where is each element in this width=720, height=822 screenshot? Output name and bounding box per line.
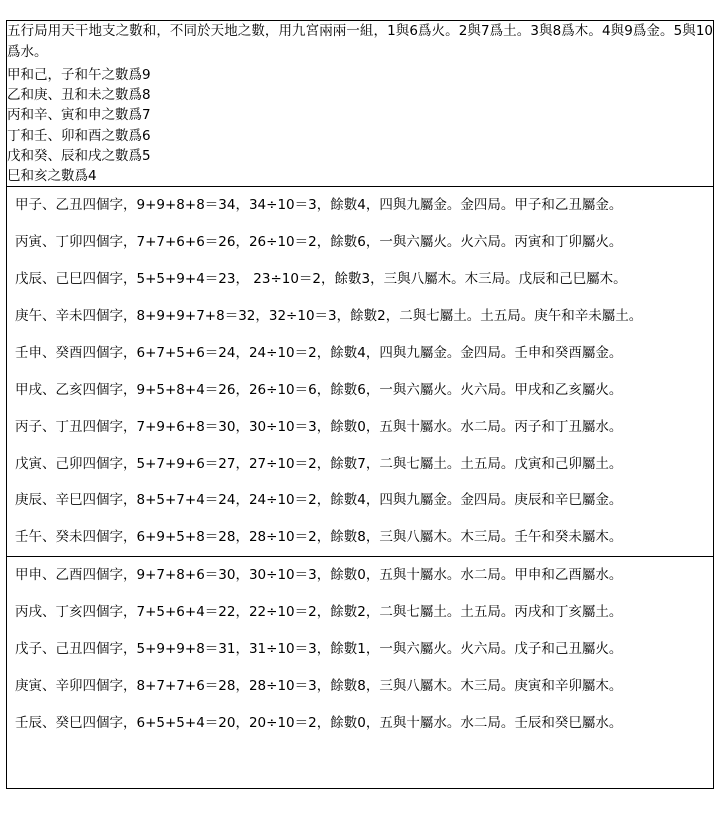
- calc-line: 庚寅、辛卯四個字，8+7+7+6＝28，28÷10＝3，餘數8，三與八屬木。木三局。庚寅和辛卯屬木。: [15, 677, 623, 694]
- spacer: [7, 742, 713, 788]
- calc-line: 戊寅、己卯四個字，5+7+9+6＝27，27÷10＝2，餘數7，二與七屬土。土五局。戊寅和己卯屬土。: [15, 455, 623, 472]
- table-row: [7, 557, 713, 594]
- intro-line-5: 戊和癸、辰和戌之數爲5: [7, 147, 151, 164]
- table-row-spacer: [7, 742, 713, 788]
- intro-cell: [7, 21, 714, 187]
- intro-row: [7, 21, 714, 187]
- calc-line: 庚午、辛未四個字，8+9+9+7+8＝32，32÷10＝3，餘數2，二與七屬土。土五局。庚午和辛未屬土。: [15, 308, 643, 325]
- table-row: [7, 372, 713, 409]
- table-row: [7, 224, 713, 261]
- calc-line: 甲子、乙丑四個字，9+9+8+8＝34，34÷10＝3，餘數4，四與九屬金。金四局。甲子和乙丑屬金。: [15, 197, 623, 214]
- table-row: [7, 446, 713, 483]
- intro-line-1: 甲和己，子和午之數爲9: [7, 66, 151, 83]
- group2-table: [7, 557, 713, 787]
- table-row: [7, 409, 713, 446]
- table-row: [7, 519, 713, 556]
- intro-line-3: 丙和辛、寅和申之數爲7: [7, 107, 151, 124]
- calc-line: 丙戌、丁亥四個字，7+5+6+4＝22，22÷10＝2，餘數2，二與七屬土。土五局。丙戌和丁亥屬土。: [15, 604, 623, 621]
- calc-line: 壬申、癸酉四個字，6+7+5+6＝24，24÷10＝2，餘數4，四與九屬金。金四局。壬申和癸酉屬金。: [15, 344, 623, 361]
- calc-line: 甲申、乙酉四個字，9+7+8+6＝30，30÷10＝3，餘數0，五與十屬水。水二局。甲申和乙酉屬水。: [15, 567, 623, 584]
- group1-table: [7, 187, 713, 556]
- calc-line: 壬午、癸未四個字，6+9+5+8＝28，28÷10＝2，餘數8，三與八屬木。木三局。壬午和癸未屬木。: [15, 529, 623, 546]
- content-table: [6, 20, 714, 789]
- calc-line: 庚辰、辛巳四個字，8+5+7+4＝24，24÷10＝2，餘數4，四與九屬金。金四局。庚辰和辛巳屬金。: [15, 492, 623, 509]
- group2-cell: [7, 557, 714, 788]
- calc-line: 戊子、己丑四個字，5+9+9+8＝31，31÷10＝3，餘數1，一與六屬火。火六局。戊子和己丑屬火。: [15, 641, 623, 658]
- calc-line: 戊辰、己巳四個字，5+5+9+4＝23， 23÷10＝2，餘數3，三與八屬木。木三局。戊辰和己巳屬木。: [15, 271, 627, 288]
- intro-line-4: 丁和壬、卯和酉之數爲6: [7, 127, 151, 144]
- group2-row: [7, 557, 714, 788]
- calc-line: 壬辰、癸巳四個字，6+5+5+4＝20，20÷10＝2，餘數0，五與十屬水。水二局。壬辰和癸巳屬水。: [15, 714, 623, 731]
- table-row: [7, 705, 713, 742]
- table-row: [7, 482, 713, 519]
- table-row: [7, 668, 713, 705]
- table-row: [7, 298, 713, 335]
- calc-line: 丙子、丁丑四個字，7+9+6+8＝30，30÷10＝3，餘數0，五與十屬水。水二局。丙子和丁丑屬水。: [15, 418, 623, 435]
- intro-line-2: 乙和庚、丑和未之數爲8: [7, 87, 151, 104]
- table-row: [7, 187, 713, 224]
- table-row: [7, 594, 713, 631]
- intro-paragraph: 五行局用天干地支之數和，不同於天地之數，用九宮兩兩一組，1與6爲火。2與7爲土。3與8爲木。4與9爲金。5與10爲水。: [7, 23, 713, 60]
- calc-line: 甲戌、乙亥四個字，9+5+8+4＝26，26÷10＝6，餘數6，一與六屬火。火六局。甲戌和乙亥屬火。: [15, 381, 623, 398]
- table-row: [7, 631, 713, 668]
- group1-row: [7, 187, 714, 557]
- table-row: [7, 335, 713, 372]
- group1-cell: [7, 187, 714, 557]
- intro-line-6: 巳和亥之數爲4: [7, 168, 97, 185]
- calc-line: 丙寅、丁卯四個字，7+7+6+6＝26，26÷10＝2，餘數6，一與六屬火。火六局。丙寅和丁卯屬火。: [15, 234, 623, 251]
- table-row: [7, 261, 713, 298]
